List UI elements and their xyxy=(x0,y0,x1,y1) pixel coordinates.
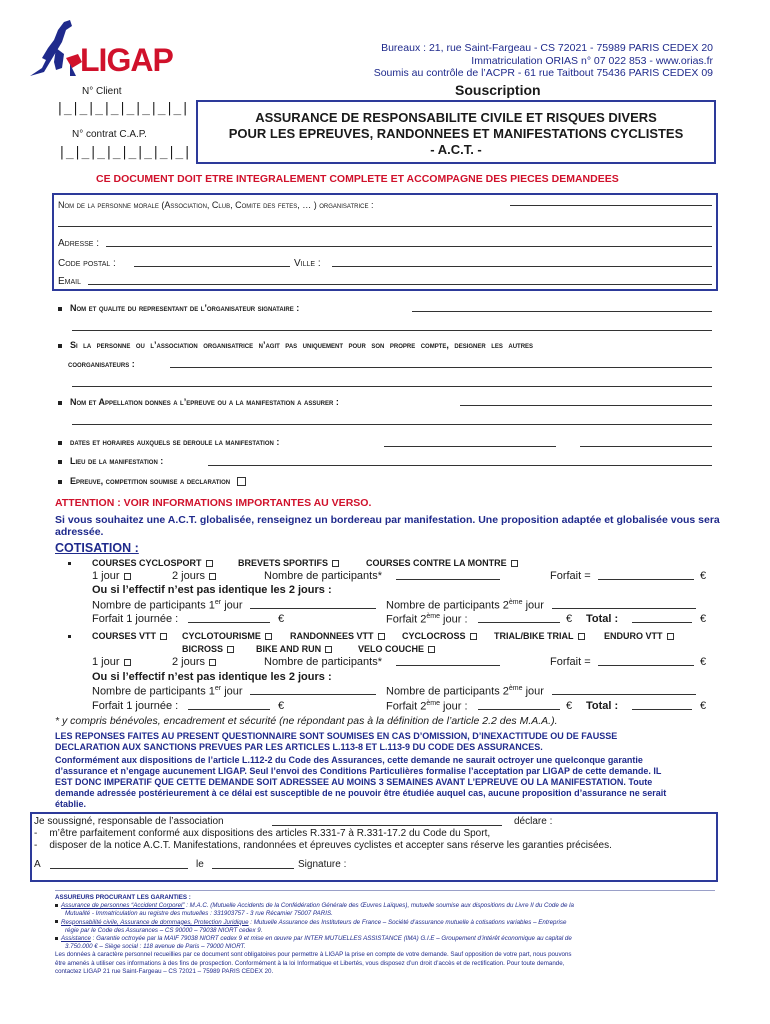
email-input[interactable] xyxy=(88,284,712,285)
g1-2jours-checkbox[interactable] xyxy=(209,573,216,580)
date-signature-input[interactable] xyxy=(212,861,294,869)
coorganisateurs-input[interactable] xyxy=(170,367,712,368)
g2-total-input[interactable] xyxy=(632,702,692,710)
cotisation-footnote: * y compris bénévoles, encadrement et sécurité (ne répondant pas à la définition de l’article 2.2 des M.A.A.). xyxy=(55,715,558,727)
declaration-signature-row: A le Signature : xyxy=(34,859,347,870)
lieu-input[interactable] xyxy=(208,465,712,466)
legal-sanctions: LES REPONSES FAITES AU PRESENT QUESTIONNAIRE SONT SOUMISES EN CAS D’OMISSION, D’INEXACTITUDE OU DE FAUSSE DECLARATION AUX SANCTIONS PREVUES PAR LES ARTICLES L.113-8 ET L.113-9 DU CODE DES ASSURANCES. xyxy=(55,731,618,752)
footer-item-cont: 3.750.000 € – Siège social : 118 avenue de Paris – 79000 NIORT. xyxy=(65,943,246,951)
question-appellation: Nom et Appellation donnes a l’epreuve ou a la manifestation a assurer : xyxy=(58,397,339,407)
footer-item-cont: Mutualité - Immatriculation au registre des mutuelles : 331903757 - 3 rue Récamier 75007 PARIS. xyxy=(65,910,333,918)
footer-item-cont: régie par le Code des Assurances – CS 90000 – 79038 NIORT cedex 9. xyxy=(65,926,263,934)
footer-insurers xyxy=(55,894,723,976)
g1-p1-input[interactable] xyxy=(250,601,376,609)
question-declaration: Epreuve, competition soumise a declaration xyxy=(58,476,246,486)
g2-forfait-input[interactable] xyxy=(598,658,694,666)
title-box xyxy=(196,100,716,164)
notice-text: CE DOCUMENT DOIT ETRE INTEGRALEMENT COMPLETE ET ACCOMPAGNE DES PIECES DEMANDEES xyxy=(96,173,619,185)
adresse-input[interactable] xyxy=(106,246,712,247)
adresse-label: Adresse : xyxy=(58,238,100,249)
dates-input[interactable] xyxy=(384,446,556,447)
g2-diff-label: Ou si l’effectif n’est pas identique les 2 jours : xyxy=(92,671,332,683)
title-line: - A.C.T. - xyxy=(430,142,482,157)
g1-f2-input[interactable] xyxy=(478,615,560,623)
footer-divider xyxy=(55,890,715,891)
attention-title: ATTENTION : VOIR INFORMATIONS IMPORTANTES AU VERSO. xyxy=(55,497,372,509)
question-dates: dates et horaires auxquels se deroule la manifestation : xyxy=(58,437,279,447)
legal-conformity: Conformément aux dispositions de l’article L.112-2 du Code des Assurances, cette demande ne saurait octroyer une quelconque garantie d’assurance et n’engage aucunement LIGAP. Seul l’envoi des Conditions Particulières formalise l’acceptation par LIGAP de cette demande. IL EST DONC IMPERATIF QUE CETTE DEMANDE SOIT ADRESSEE AU MOINS 3 SEMAINES AVANT L’EPREUVE OU LA MANIFESTATION. Toute demande adressée postérieurement à ce délai est susceptible de ne pouvoir être étudiée auquel cas, aucune proposition d’assurance ne serait établie. xyxy=(55,755,667,809)
declaration-item: - disposer de la notice A.C.T. Manifestations, randonnées et épreuves cyclistes et accepter sans réserve les garanties précisées. xyxy=(34,840,612,851)
g1-forfait-input[interactable] xyxy=(598,572,694,580)
kangaroo-icon xyxy=(26,18,86,80)
bullet-icon xyxy=(58,480,62,484)
declaration-line1: Je soussigné, responsable de l’association déclare : xyxy=(34,816,553,827)
nom-input[interactable] xyxy=(510,205,712,206)
randonnees-vtt-checkbox[interactable] xyxy=(378,633,385,640)
g2-p2-input[interactable] xyxy=(552,687,696,695)
brevets-checkbox[interactable] xyxy=(332,560,339,567)
g2-1jour-checkbox[interactable] xyxy=(124,659,131,666)
logo-text: LIGAP xyxy=(80,42,173,78)
title-line: ASSURANCE DE RESPONSABILITE CIVILE ET RISQUES DIVERS xyxy=(255,110,657,125)
footer-privacy: contactez LIGAP 21 rue Saint-Fargeau – CS 72021 – 75989 PARIS CEDEX 20. xyxy=(55,967,274,975)
g1-diff-label: Ou si l’effectif n’est pas identique les 2 jours : xyxy=(92,584,332,596)
g2-2jours-checkbox[interactable] xyxy=(209,659,216,666)
ville-label: Ville : xyxy=(294,258,321,269)
representant-input[interactable] xyxy=(412,311,712,312)
bullet-icon xyxy=(58,307,62,311)
bullet-icon xyxy=(68,635,71,638)
client-label: N° Client xyxy=(82,86,122,97)
g2-f2-input[interactable] xyxy=(478,702,560,710)
association-name-input[interactable] xyxy=(272,818,502,826)
title-line: POUR LES EPREUVES, RANDONNEES ET MANIFESTATIONS CYCLISTES xyxy=(228,126,684,141)
bicross-checkbox[interactable] xyxy=(227,646,234,653)
cotisation-heading: COTISATION : xyxy=(55,541,139,555)
attention-text: Si vous souhaitez une A.C.T. globalisée, renseignez un bordereau par manifestation. Une proposition adaptée et globalisée vous sera adressée. xyxy=(55,514,720,538)
lieu-signature-input[interactable] xyxy=(50,861,188,869)
question-representant: Nom et qualite du representant de l’organisateur signataire : xyxy=(58,303,299,313)
address-line: Immatriculation ORIAS n° 07 022 853 - www.orias.fr xyxy=(471,54,713,67)
ville-input[interactable] xyxy=(332,266,712,267)
bullet-icon xyxy=(68,562,71,565)
g2-p1-input[interactable] xyxy=(250,687,376,695)
cotisation-group1-options: COURSES CYCLOSPORT BREVETS SPORTIFS COURSES CONTRE LA MONTRE xyxy=(68,558,708,568)
g1-total-input[interactable] xyxy=(632,615,692,623)
client-number-field[interactable]: |_|_|_|_|_|_|_|_| xyxy=(56,101,190,116)
ligap-logo xyxy=(26,18,181,80)
trial-checkbox[interactable] xyxy=(578,633,585,640)
enduro-checkbox[interactable] xyxy=(667,633,674,640)
bullet-icon xyxy=(58,344,62,348)
velo-couche-checkbox[interactable] xyxy=(428,646,435,653)
code-postal-input[interactable] xyxy=(134,266,290,267)
g2-f1-input[interactable] xyxy=(188,702,270,710)
footer-privacy: Les données à caractère personnel recueillies par ce document sont obligatoires pour permettre à LIGAP la prise en compte de votre demande. Sauf opposition de votre part, nous pouvons xyxy=(55,951,572,959)
bullet-icon xyxy=(58,441,62,445)
appellation-input[interactable] xyxy=(460,405,712,406)
footer-privacy: être amenés à utiliser ces informations à des fins de prospection. Conformément à la loi Informatique et Libertés, vous disposez d’un droit d’accès et de rectification. Pour toute demande, xyxy=(55,959,565,967)
g1-1jour-checkbox[interactable] xyxy=(124,573,131,580)
footer-item: Responsabilité civile, Assurance de dommages, Protection Juridique : Mutuelle Assurance des Instituteurs de France – Société d’assurance mutuelle à cotisations variables – Entreprise xyxy=(55,919,723,927)
coorganisateurs-label: coorganisateurs : xyxy=(68,359,135,369)
email-label: Email xyxy=(58,276,82,287)
contrat-label: N° contrat C.A.P. xyxy=(72,129,147,140)
footer-item: Assistance : Garantie octroyée par la MAIF 79038 NIORT cedex 9 et mise en œuvre par INTER MUTUELLES ASSISTANCE (IMA) G.I.E – Groupement d’intérêt économique au capital de xyxy=(55,935,723,943)
g1-f1-input[interactable] xyxy=(188,615,270,623)
question-lieu: Lieu de la manifestation : xyxy=(58,456,163,466)
cyclosport-checkbox[interactable] xyxy=(206,560,213,567)
company-address xyxy=(374,42,713,80)
contrat-number-field[interactable]: |_|_|_|_|_|_|_|_| xyxy=(58,145,192,160)
appellation-input-line2[interactable] xyxy=(72,424,712,425)
nom-label: Nom de la personne morale (Association, Club, Comite des fetes, … ) organisatrice : xyxy=(58,200,374,210)
cyclocross-checkbox[interactable] xyxy=(470,633,477,640)
address-line: Soumis au contrôle de l’ACPR - 61 rue Taitbout 75436 PARIS CEDEX 09 xyxy=(373,67,713,80)
g1-p2-input[interactable] xyxy=(552,601,696,609)
bullet-icon xyxy=(58,401,62,405)
coorganisateurs-input-line2[interactable] xyxy=(72,386,712,387)
cotisation-group2-options: COURSES VTT CYCLOTOURISME RANDONNEES VTT CYCLOCROSS TRIAL/BIKE TRIAL ENDURO VTT xyxy=(68,631,708,641)
question-coorganisateurs: Si la personne ou l’association organisatrice n’agit pas uniquement pour son propre compte, designer les autres xyxy=(58,340,533,350)
footer-item: Assurance de personnes “Accident Corporel” : M.A.C. (Mutuelle Accidents de la Confédération Générale des Œuvres Laïques), mutuelle soumise aux dispositions du Livre II du Code de la xyxy=(55,902,723,910)
nom-input-line2[interactable] xyxy=(58,226,712,227)
cyclotourisme-checkbox[interactable] xyxy=(265,633,272,640)
g1-participants-input[interactable] xyxy=(396,572,500,580)
code-postal-label: Code postal : xyxy=(58,258,116,269)
bullet-icon xyxy=(58,460,62,464)
horaires-input[interactable] xyxy=(580,446,712,447)
representant-input-line2[interactable] xyxy=(72,330,712,331)
courses-vtt-checkbox[interactable] xyxy=(160,633,167,640)
g2-participants-input[interactable] xyxy=(396,658,500,666)
footer-title: ASSUREURS PROCURANT LES GARANTIES : xyxy=(55,894,191,901)
address-line: Bureaux : 21, rue Saint-Fargeau - CS 72021 - 75989 PARIS CEDEX 20 xyxy=(381,42,713,54)
contre-la-montre-checkbox[interactable] xyxy=(511,560,518,567)
declaration-item: - m’être parfaitement conformé aux dispositions des articles R.331-7 à R.331-17.2 du Code du Sport, xyxy=(34,828,491,839)
declaration-checkbox[interactable] xyxy=(237,477,246,486)
bike-and-run-checkbox[interactable] xyxy=(325,646,332,653)
souscription-label: Souscription xyxy=(455,82,541,98)
